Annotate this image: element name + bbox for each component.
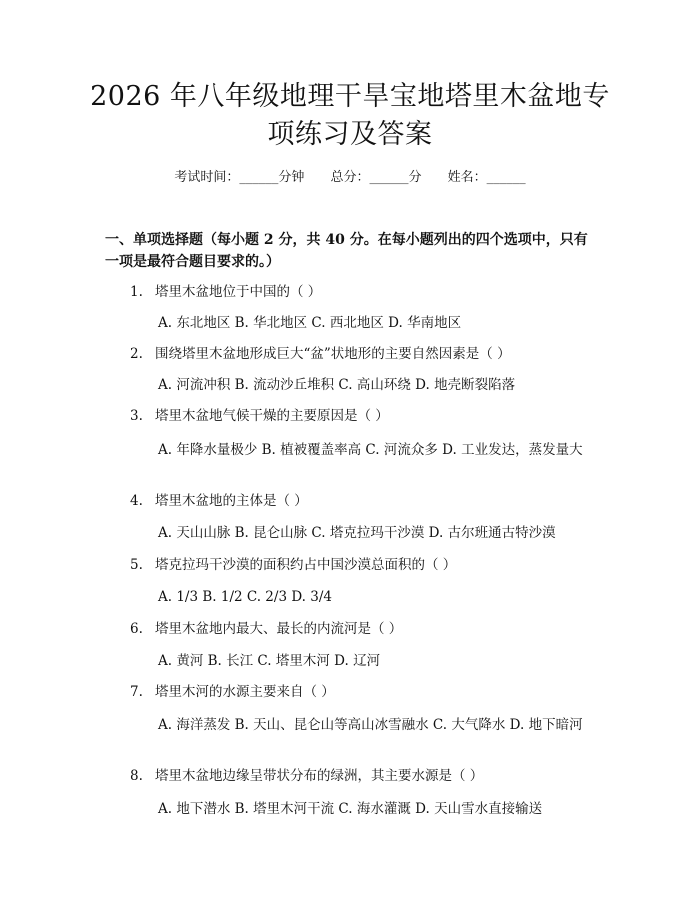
question-text: 塔里木盆地的主体是（ ）: [155, 493, 308, 509]
question-3: [105, 405, 600, 427]
question-7: [105, 681, 600, 703]
question-number: 8.: [130, 768, 143, 784]
question-4: [105, 490, 600, 512]
question-text: 塔里木盆地内最大、最长的内流河是（ ）: [155, 621, 403, 637]
options-text: A. 黄河 B. 长江 C. 塔里木河 D. 辽河: [158, 653, 381, 669]
options-text: A. 1/3 B. 1/2 C. 2/3 D. 3/4: [158, 589, 332, 605]
question-number: 4.: [130, 493, 143, 509]
options-text: A. 天山山脉 B. 昆仑山脉 C. 塔克拉玛干沙漠 D. 古尔班通古特沙漠: [158, 525, 556, 541]
options-text: A. 年降水量极少 B. 植被覆盖率高 C. 河流众多 D. 工业发达，蒸发量大: [158, 442, 583, 458]
question-number: 2.: [130, 346, 143, 362]
question-number: 3.: [130, 408, 143, 424]
question-6-options: [105, 647, 600, 675]
question-8: [105, 765, 600, 787]
question-1-options: [105, 309, 600, 337]
question-2: [105, 343, 600, 365]
options-text: A. 海洋蒸发 B. 天山、昆仑山等高山冰雪融水 C. 大气降水 D. 地下暗河: [158, 717, 583, 733]
exam-info-line: [0, 169, 700, 187]
question-5-options: [105, 583, 600, 611]
section-heading: 一、单项选择题（每小题 2 分，共 40 分。在每小题列出的四个选项中，只有一项是最符合题目要求的。）: [105, 232, 588, 270]
question-text: 塔里木盆地边缘呈带状分布的绿洲，其主要水源是（ ）: [155, 768, 484, 784]
question-number: 6.: [130, 621, 143, 637]
question-number: 5.: [130, 557, 143, 573]
question-3-options: [105, 436, 600, 464]
question-number: 1.: [130, 284, 143, 300]
question-7-options: [105, 711, 600, 739]
question-text: 塔里木盆地位于中国的（ ）: [155, 284, 322, 300]
question-text: 塔里木河的水源主要来自（ ）: [155, 684, 335, 700]
question-number: 7.: [130, 684, 143, 700]
options-text: A. 地下潜水 B. 塔里木河干流 C. 海水灌溉 D. 天山雪水直接输送: [158, 801, 543, 817]
question-6: [105, 618, 600, 640]
question-2-options: [105, 371, 600, 399]
question-text: 塔克拉玛干沙漠的面积约占中国沙漠总面积的（ ）: [155, 557, 457, 573]
options-text: A. 河流冲积 B. 流动沙丘堆积 C. 高山环绕 D. 地壳断裂陷落: [158, 377, 516, 393]
question-1: [105, 281, 600, 303]
options-text: A. 东北地区 B. 华北地区 C. 西北地区 D. 华南地区: [158, 315, 462, 331]
exam-time-field: 考试时间：______分钟: [174, 170, 305, 185]
question-4-options: [105, 519, 600, 547]
student-name-field: 姓名：______: [447, 170, 526, 185]
question-8-options: [105, 795, 600, 823]
total-score-field: 总分：______分: [330, 170, 422, 185]
question-text: 围绕塔里木盆地形成巨大“盆”状地形的主要自然因素是（ ）: [155, 346, 511, 362]
question-5: [105, 554, 600, 576]
document-title: 2026 年八年级地理干旱宝地塔里木盆地专项练习及答案: [90, 81, 610, 150]
question-text: 塔里木盆地气候干燥的主要原因是（ ）: [155, 408, 389, 424]
